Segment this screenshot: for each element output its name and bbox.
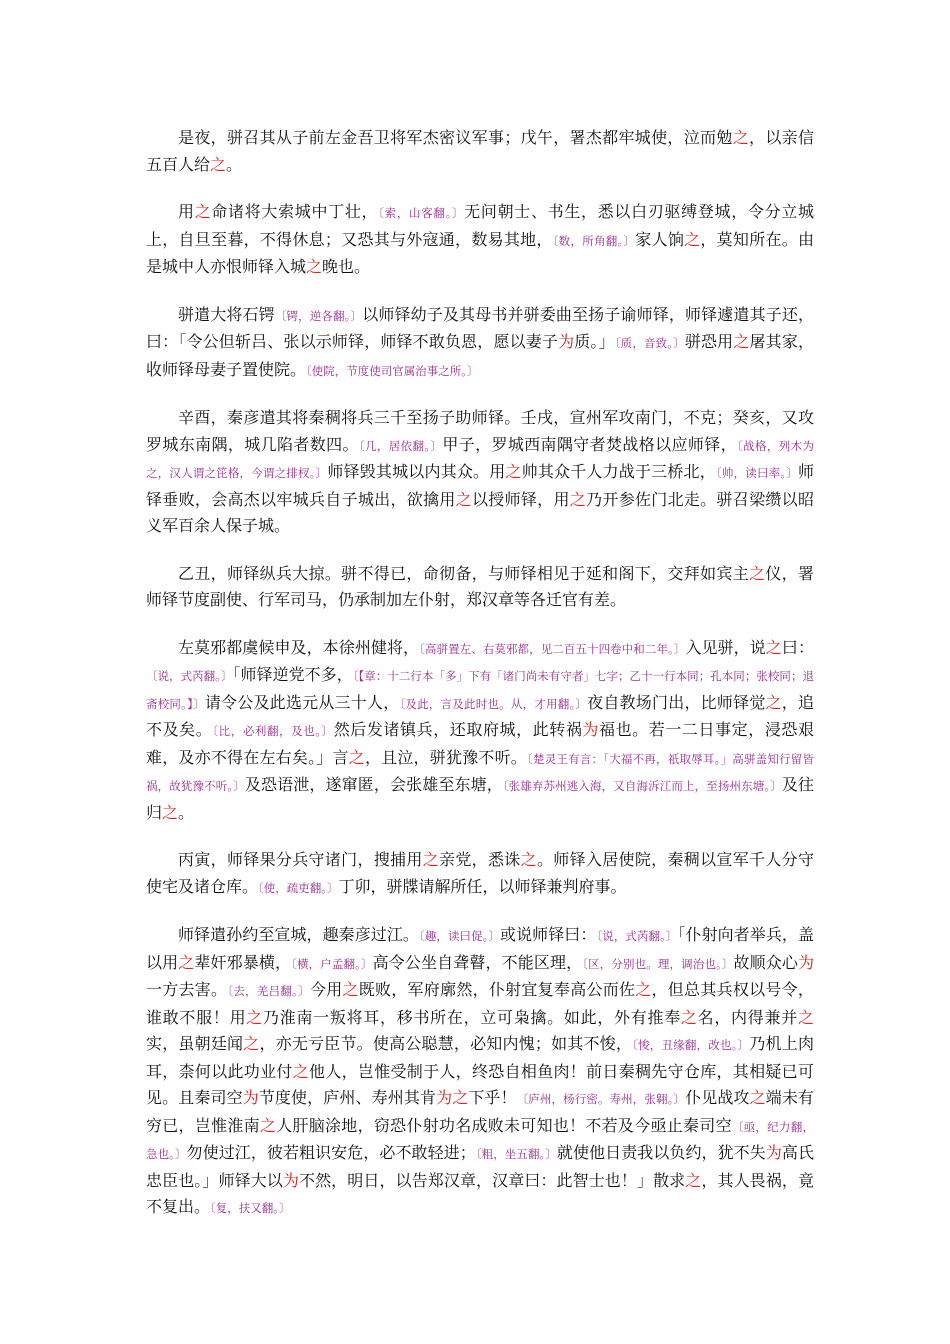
body-text: 既败，军府廓然，仆射宜复奉高公而佐: [358, 980, 636, 999]
highlighted-character: 之: [210, 154, 227, 174]
body-text: 帅其众千人力战于三桥北，: [521, 462, 716, 481]
body-text: 乃机上肉耳，柰何以此功业付: [146, 1034, 814, 1081]
commentary-note: 〔帅，读曰率。〕: [715, 466, 798, 480]
body-text: 夜自教场门出，比师铎觉: [587, 692, 766, 712]
commentary-note: 〔复，扶又翻。〕: [210, 1201, 291, 1215]
body-text: 。师铎入居使院，秦稠以宣军千人分守使宅及诸仓库。: [146, 850, 814, 896]
paragraph: [146, 405, 814, 540]
highlighted-character: 为: [282, 1170, 299, 1190]
body-text: 今用: [309, 980, 343, 999]
body-text: 丁卯，骈牒请解所任，以师铎兼判府事。: [338, 876, 627, 896]
paragraph: [146, 125, 814, 178]
body-text: 一方去害。: [146, 980, 228, 999]
highlighted-character: 为: [797, 952, 814, 972]
highlighted-character: 之: [680, 1007, 698, 1027]
body-text: 以师铎幼子及其母书并骈委曲至扬子谕师铎，师铎遽遣其子还，曰：「令公但斩吕、张以示师铎，师铎不敢负恩，愿以妻子: [146, 304, 814, 351]
body-text: 用: [178, 202, 195, 221]
body-text: 他人，岂惟受制于人，终恐自相鱼肉！前日秦稠先守仓库，其相疑已可见。且秦司空: [146, 1061, 814, 1107]
highlighted-character: 之: [749, 563, 766, 583]
highlighted-character: 之: [243, 1034, 260, 1053]
paragraph: [146, 302, 814, 385]
paragraph: [146, 922, 814, 1222]
commentary-note: 〔说，式芮翻。〕: [596, 929, 678, 943]
body-text: 丙寅，师铎果分兵守诸门，搜捕用: [178, 850, 423, 869]
body-text: 端未有穷已，岂惟淮南: [146, 1088, 814, 1135]
body-text: ，且泣，骈犹豫不听。: [364, 747, 528, 767]
commentary-note: 〔比，必利翻，及也。〕: [212, 724, 334, 738]
body-text: 不然，明日，以告郑汉章，汉章曰：此智士也！」散求: [298, 1170, 686, 1190]
body-text: 家人饷: [635, 229, 685, 249]
body-text: 乃淮南一叛将耳，移书所在，立可枭擒。如此，外有推奉: [263, 1007, 681, 1027]
commentary-note: 〔趣，读曰促。〕: [419, 929, 501, 943]
body-text: 高令公坐自聋瞽，不能区理，: [372, 952, 583, 972]
body-text: 骈遣大将石锷: [178, 304, 275, 324]
highlighted-character: 之: [455, 489, 472, 509]
highlighted-character: 之: [520, 850, 537, 869]
body-text: 骈恐用: [684, 332, 734, 351]
body-text: 。: [226, 154, 243, 174]
paragraph: [146, 561, 814, 614]
body-text: ，亦无亏臣节。使高公聪慧，必知内愧；如其不悛，: [259, 1034, 633, 1053]
highlighted-character: 之: [505, 462, 522, 481]
body-text: 勿使过江，彼若粗识安危，必不敢轻进；: [186, 1143, 476, 1162]
body-text: 福也。若一二日事定，浸恐艰难，及亦不得在左右矣。」言: [146, 720, 814, 767]
body-text: 乙丑，师铎纵兵大掠。骈不得已，命彻备，与师铎相见于延和阁下，交拜如宾主: [178, 563, 750, 583]
commentary-note: 〔张雄弃苏州逃入海，又自海泝江而上，至扬州东塘。〕: [502, 779, 782, 793]
body-text: ，以亲信五百人给: [146, 128, 814, 174]
body-text: 曰：: [781, 637, 814, 657]
highlighted-character: 之: [797, 1007, 814, 1027]
highlighted-character: 之: [348, 747, 365, 767]
highlighted-character: 之: [259, 1115, 277, 1135]
body-text: 以授师铎，用: [471, 489, 570, 509]
highlighted-character: 之: [684, 229, 701, 249]
highlighted-character: 之: [635, 980, 652, 999]
commentary-note: 〔使院，节度使司官属治事之所。〕: [306, 363, 479, 378]
commentary-note: 〔悛，丑缘翻，改也。〕: [632, 1038, 750, 1052]
body-text: 仆见战攻: [685, 1088, 750, 1107]
body-text: 故顺众心: [733, 952, 798, 972]
highlighted-character: 之: [342, 980, 359, 999]
body-text: 晚也。: [322, 257, 371, 276]
commentary-note: 〔去，羌吕翻。〕: [227, 984, 310, 998]
body-text: 是夜，骈召其从子前左金吾卫将军杰密议军事；戊午，署杰都牢城使，泣而勉: [178, 128, 733, 147]
body-text: 左莫邪都虞候申及，本徐州健将，: [178, 637, 420, 657]
body-text: 高氏忠臣也。」师铎大以: [146, 1143, 814, 1190]
body-text: 或说师铎曰：: [500, 925, 597, 944]
body-text: 节度使，庐州、寿州其肯: [258, 1088, 437, 1107]
body-text: 屠其家，收师铎母妻子置使院。: [146, 332, 814, 379]
body-text: 人肝脑涂地，窃恐仆射功名成败未可知也！不若及今亟止秦司空: [276, 1115, 732, 1135]
commentary-note: 〔数，所角翻。〕: [552, 233, 636, 248]
body-text: 就使他日责我以负约，犹不失: [556, 1143, 766, 1162]
highlighted-character: 之: [292, 1061, 310, 1081]
highlighted-character: 之: [162, 802, 179, 822]
body-text: 师铎垂败，会高杰以牢城兵自子城出，欲擒用: [146, 462, 814, 509]
highlighted-character: 之: [685, 1170, 702, 1190]
highlighted-character: 之: [749, 1088, 766, 1107]
commentary-note: 〔战格，列木为之，汉人谓之笓格，今谓之排杈。〕: [146, 438, 815, 480]
body-text: ，其人畏祸，竟不复出。: [146, 1170, 814, 1216]
highlighted-character: 之: [178, 952, 195, 972]
body-text: 「师铎逆党不多，: [232, 665, 353, 684]
body-text: 质。」: [574, 332, 615, 351]
paragraph: [146, 635, 814, 827]
body-text: 辈奸邪暴横，: [194, 952, 292, 972]
body-text: 无问朝士、书生，悉以白刃驱缚登城，令分立城上，自旦至暮，不得休息；又恐其与外寇通，数易其地，: [146, 202, 814, 249]
commentary-note: 〔庐州，杨行密。寿州，张翱。〕: [516, 1092, 686, 1106]
commentary-note: 〔区，分别也。理，调治也。〕: [582, 956, 734, 971]
highlighted-character: 之: [306, 257, 323, 276]
commentary-note: 〔【章：十二行本「多」下有「诸门尚未有守者」七字；乙十一行本同；孔本同；张校同；退斋校同。】〕: [146, 669, 814, 711]
highlighted-character: 之: [732, 128, 750, 147]
highlighted-character: 为: [765, 1143, 782, 1162]
commentary-note: 〔索，山客翻。〕: [378, 206, 465, 220]
body-text: ，莫知所在。由是城中人亦恨师铎入城: [146, 229, 814, 276]
commentary-note: 〔粗，坐五翻。〕: [475, 1147, 557, 1161]
highlighted-character: 之: [246, 1007, 264, 1027]
highlighted-character: 之: [569, 489, 587, 509]
body-text: 「仆射向者举兵，盖以用: [146, 925, 814, 972]
highlighted-character: 为: [582, 720, 600, 739]
body-text: 甲子，罗城西南隅守者焚战格以应师铎，: [442, 434, 738, 454]
paragraph: [146, 199, 814, 281]
highlighted-character: 之: [733, 332, 750, 351]
body-text: 及恐语泄，遂窜匿，会张雄至东塘，: [244, 775, 503, 794]
body-text: ，追不及矣。: [146, 692, 814, 739]
commentary-note: 〔锷，逆各翻。〕: [274, 308, 363, 323]
highlighted-character: 之: [765, 692, 782, 712]
body-text: 命诸将大索城中丁壮，: [211, 202, 379, 221]
body-text: 然后发诸镇兵，还取府城，此转祸: [333, 720, 583, 739]
commentary-note: 〔使，疏吏翻。〕: [258, 880, 339, 895]
commentary-note: 〔横，户孟翻。〕: [291, 956, 373, 971]
body-text: 仪，署师铎节度副使、行军司马，仍承制加左仆射，郑汉章等各迁官有差。: [146, 563, 814, 609]
commentary-note: 〔楚灵王有言：「大福不再，祇取辱耳。」高骈盖知行留皆祸，故犹豫不听。〕: [146, 751, 814, 793]
highlighted-character: 之: [422, 850, 440, 869]
commentary-note: 〔高骈置左、右莫邪都，见二百五十四卷中和二年。〕: [419, 641, 686, 656]
commentary-note: 〔说，式芮翻。〕: [146, 669, 233, 683]
body-text: 乃开参佐门北走。骈召梁缵以昭义军百余人保子城。: [146, 489, 814, 535]
body-text: 亲党，悉诛: [439, 850, 521, 869]
commentary-note: 〔及此，言及此时也。从，才用翻。〕: [399, 696, 588, 711]
body-text: 请令公及此选元从三十人，: [204, 692, 400, 712]
highlighted-character: 之: [452, 1088, 469, 1107]
highlighted-character: 为: [558, 332, 575, 351]
highlighted-character: 之: [194, 202, 212, 221]
body-text: ，但总其兵权以号令，谁敢不服！用: [146, 980, 814, 1027]
body-text: 师铎毁其城以内其众。用: [327, 462, 506, 481]
document-body: [146, 125, 814, 1243]
highlighted-character: 为: [242, 1088, 259, 1107]
commentary-note: 〔亟，纪力翻，急也。〕: [146, 1119, 814, 1161]
body-text: 及往归: [146, 775, 814, 822]
body-text: 下乎！: [468, 1088, 517, 1107]
highlighted-character: 为: [436, 1088, 453, 1107]
body-text: 辛酉，秦彦遣其将秦稠将兵三千至扬子助师铎。壬戌，宣州军攻南门，不克；癸亥，又攻罗城东南隅，城几陷者数四。: [146, 408, 814, 454]
body-text: 实，虽朝廷闻: [146, 1034, 244, 1053]
body-text: 。: [178, 802, 195, 822]
paragraph: [146, 847, 814, 901]
body-text: 师铎遣孙约至宣城，趣秦彦过江。: [178, 925, 419, 944]
body-text: 入见骈，说: [685, 637, 766, 657]
commentary-note: 〔几，居依翻。〕: [358, 438, 443, 453]
commentary-note: 〔质，音致。〕: [614, 336, 685, 350]
body-text: 名，内得兼并: [697, 1007, 798, 1027]
highlighted-character: 之: [765, 637, 782, 657]
